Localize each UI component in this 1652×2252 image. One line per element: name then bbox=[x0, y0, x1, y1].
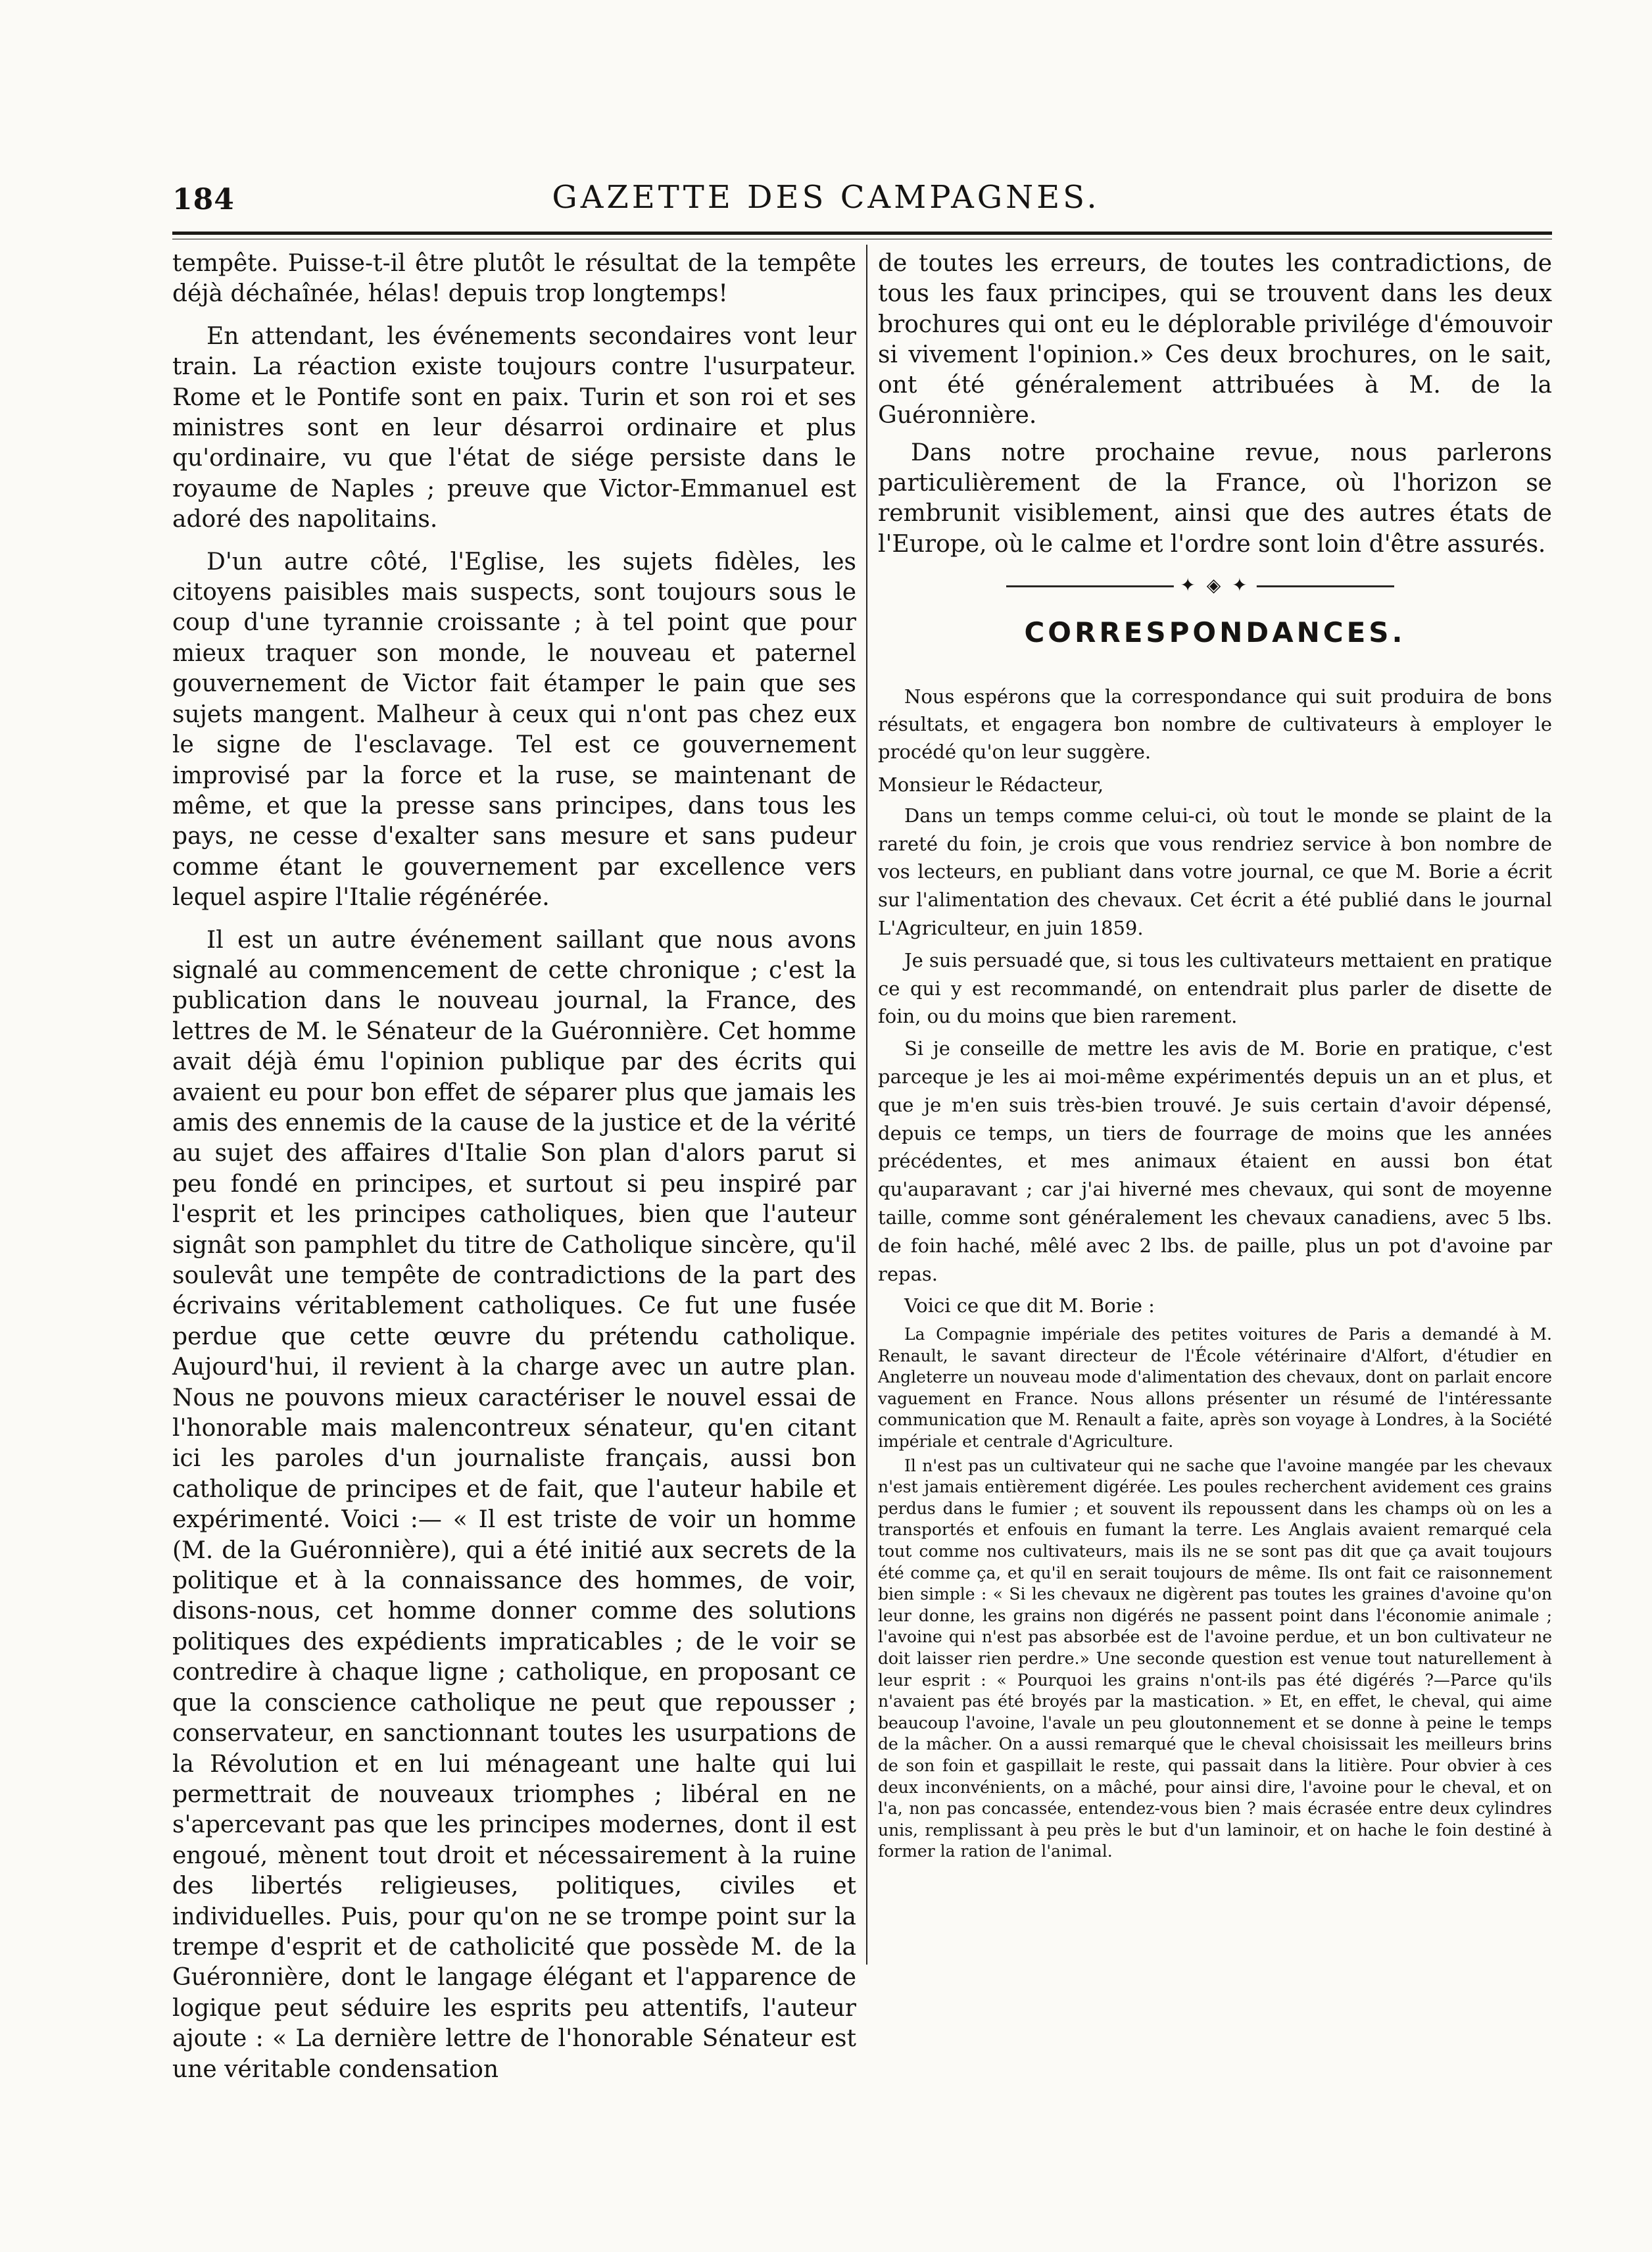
paragraph: Si je conseille de mettre les avis de M. Borie en pratique, c'est parceque je les ai moi-même expérimentés depuis un an et plus, et que je m'en suis très-bien trouvé. Je suis certain d'avoir dépensé, depuis ce temps, un tiers de fourrage de moins que les années précédentes, et mes animaux étaient en aussi bon état qu'auparavant ; car j'ai hiverné mes chevaux, qui sont de moyenne taille, comme sont généralement les chevaux canadiens, avec 5 lbs. de foin haché, mêlé avec 2 lbs. de paille, plus un pot d'avoine par repas. bbox=[878, 1037, 1552, 1285]
left-column bbox=[172, 249, 856, 2097]
chronicle-continuation bbox=[878, 249, 1552, 560]
page-number: 184 bbox=[172, 183, 235, 216]
paragraph: Il n'est pas un cultivateur qui ne sache que l'avoine mangée par les chevaux n'est jamais entièrement digérée. Les poules recherchent avidement ces grains perdus dans le fumier ; et souvent ils repoussent dans les champs où on les a transportés et enfouis en fumant la terre. Les Anglais avaient remarqué cela tout comme nos cultivateurs, mais ils ne se sont pas dit que ça avait toujours été comme ça, et qu'il en serait toujours de même. Ils ont fait ce raisonnement bien simple : « Si les chevaux ne digèrent pas toutes les graines d'avoine qu'on leur donne, les grains non digérés ne passent point dans l'économie animale ; l'avoine qui n'est pas absorbée est de l'avoine perdue, et un bon cultivateur ne doit laisser rien perdre.» Une seconde question est venue tout naturellement à leur esprit : « Pourquoi les grains n'ont-ils pas été digérés ?—Parce qu'ils n'avaient pas été broyés par la mastication. » Et, en effet, le cheval, qui aime beaucoup l'avoine, l'avale un peu gloutonnement et se donne à peine le temps de la mâcher. On a aussi remarqué que le cheval choisissait les meilleurs brins de son foin et gaspillait le reste, qui passait dans la litière. Pour obvier à ces deux inconvénients, on a mâché, pour ainsi dire, l'avoine pour le cheval, et on l'a, non pas concassée, entendez-vous bien ? mais écrasée entre deux cylindres unis, remplissant à peu près le but d'un laminoir, et on hache le foin destiné à former la ration de l'animal. bbox=[878, 1456, 1552, 1861]
paragraph: D'un autre côté, l'Eglise, les sujets fidèles, les citoyens paisibles mais suspects, sont toujours sous le coup d'une tyrannie croissante ; à tel point que pour mieux traquer son monde, le nouveau et paternel gouvernement de Victor fait étamper le pain que ses sujets mangent. Malheur à ceux qui n'ont pas chez eux le signe de l'esclavage. Tel est ce gouvernement improvisé par la force et la ruse, se maintenant de même, et que la presse sans principes, dans tous les pays, ne cesse d'exalter sans mesure et sans pudeur comme étant le gouvernement par excellence vers lequel aspire l'Italie régénérée. bbox=[172, 548, 856, 912]
column-divider bbox=[866, 245, 867, 1965]
paragraph: En attendant, les événements secondaires vont leur train. La réaction existe toujours contre l'usurpateur. Rome et le Pontife sont en paix. Turin et son roi et ses ministres sont en leur désarroi ordinaire et plus qu'ordinaire, vu que l'état de siége persiste dans le royaume de Naples ; preuve que Victor-Emmanuel est adoré des napolitains. bbox=[172, 322, 856, 533]
salutation: Monsieur le Rédacteur, bbox=[878, 773, 1104, 796]
quoted-article bbox=[878, 1324, 1552, 1863]
paragraph: Je suis persuadé que, si tous les cultivateurs mettaient en pratique ce qui y est recommandé, on entendrait plus parler de disette de foin, ou du moins que bien rarement. bbox=[878, 948, 1552, 1028]
paragraph: Dans notre prochaine revue, nous parlerons particulièrement de la France, où l'horizon se rembrunit visiblement, ainsi que des autres états de l'Europe, où le calme et l'ordre sont loin d'être assurés. bbox=[878, 439, 1552, 558]
paragraph: de toutes les erreurs, de toutes les contradictions, de tous les faux principes, qui se trouvent dans les deux brochures qui ont eu le déplorable privilége d'émouvoir si vivement l'opinion.» Ces deux brochures, on le sait, ont été généralement attribuées à M. de la Guéronnière. bbox=[878, 250, 1552, 429]
paragraph: La Compagnie impériale des petites voitures de Paris a demandé à M. Renault, le savant directeur de l'École vétérinaire d'Alfort, d'étudier en Angleterre un nouveau mode d'alimentation des chevaux, dont on parlait encore vaguement en France. Nous allons présenter un résumé de l'intéressante communication que M. Renault a faite, après son voyage à Londres, à la Société impériale et centrale d'Agriculture. bbox=[878, 1325, 1552, 1452]
paragraph: Il est un autre événement saillant que nous avons signalé au commencement de cette chronique ; c'est la publication dans le nouveau journal, la France, des lettres de M. le Sénateur de la Guéronnière. Cet homme avait déjà ému l'opinion publique par des écrits qui avaient eu pour bon effet de séparer plus que jamais les amis des ennemis de la cause de la justice et de la vérité au sujet des affaires d'Italie Son plan d'alors parut si peu fondé en principes, et surtout si peu inspiré par l'esprit et les principes catholiques, bien que l'auteur signât son pamphlet du titre de Catholique sincère, qu'il soulevât une tempête de contradictions de la part des écrivains véritablement catholiques. Ce fut une fusée perdue que cette œuvre du prétendu catholique. Aujourd'hui, il revient à la charge avec un autre plan. Nous ne pouvons mieux caractériser le nouvel essai de l'honorable mais malencontreux sénateur, qu'en citant ici les paroles d'un journaliste français, aussi bon catholique de principes et de fait, que l'auteur habile et expérimenté. Voici :— « Il est triste de voir un homme (M. de la Guéronnière), qui a été initié aux secrets de la politique et à la connaissance des hommes, de voir, disons-nous, cet homme donner comme des solutions politiques des expédients impraticables ; de le voir se contredire à chaque ligne ; catholique, en proposant ce que la conscience catholique ne peut que repousser ; conservateur, en sanctionnant toutes les usurpations de la Révolution et en lui ménageant une halte qui lui permettrait de nouveaux triomphes ; libéral en ne s'apercevant pas que les principes modernes, dont il est engoué, mènent tout droit et nécessairement à la ruine des libertés religieuses, politiques, civiles et individuelles. Puis, pour qu'on ne se trompe point sur la trempe d'esprit et de catholicité que possède M. de la Guéronnière, dont le langage élégant et l'apparence de logique peut séduire les esprits peu attentifs, l'auteur ajoute : « La dernière lettre de l'honorable Sénateur est une véritable condensation bbox=[172, 926, 856, 2083]
header-rule bbox=[172, 232, 1552, 239]
section-title: CORRESPONDANCES. bbox=[1024, 616, 1406, 649]
section-ornament bbox=[878, 573, 1552, 599]
page-title: GAZETTE DES CAMPAGNES. bbox=[552, 179, 1100, 216]
paragraph: Voici ce que dit M. Borie : bbox=[904, 1294, 1155, 1317]
right-column bbox=[878, 249, 1552, 1865]
paragraph: Dans un temps comme celui-ci, où tout le monde se plaint de la rareté du foin, je crois que vous rendriez service à bon nombre de vos lecteurs, en publiant dans votre journal, ce que M. Borie a écrit sur l'alimentation des chevaux. Cet écrit a été publié dans le journal L'Agriculteur, en juin 1859. bbox=[878, 804, 1552, 939]
ornament-glyph: ✦ ◈ ✦ bbox=[1173, 574, 1256, 596]
paragraph: tempête. Puisse-t-il être plutôt le résultat de la tempête déjà déchaînée, hélas! depuis trop longtemps! bbox=[172, 250, 856, 308]
editor-intro: Nous espérons que la correspondance qui suit produira de bons résultats, et engagera bon nombre de cultivateurs à employer le procédé qu'on leur suggère. bbox=[878, 685, 1552, 763]
letter bbox=[878, 771, 1552, 1320]
